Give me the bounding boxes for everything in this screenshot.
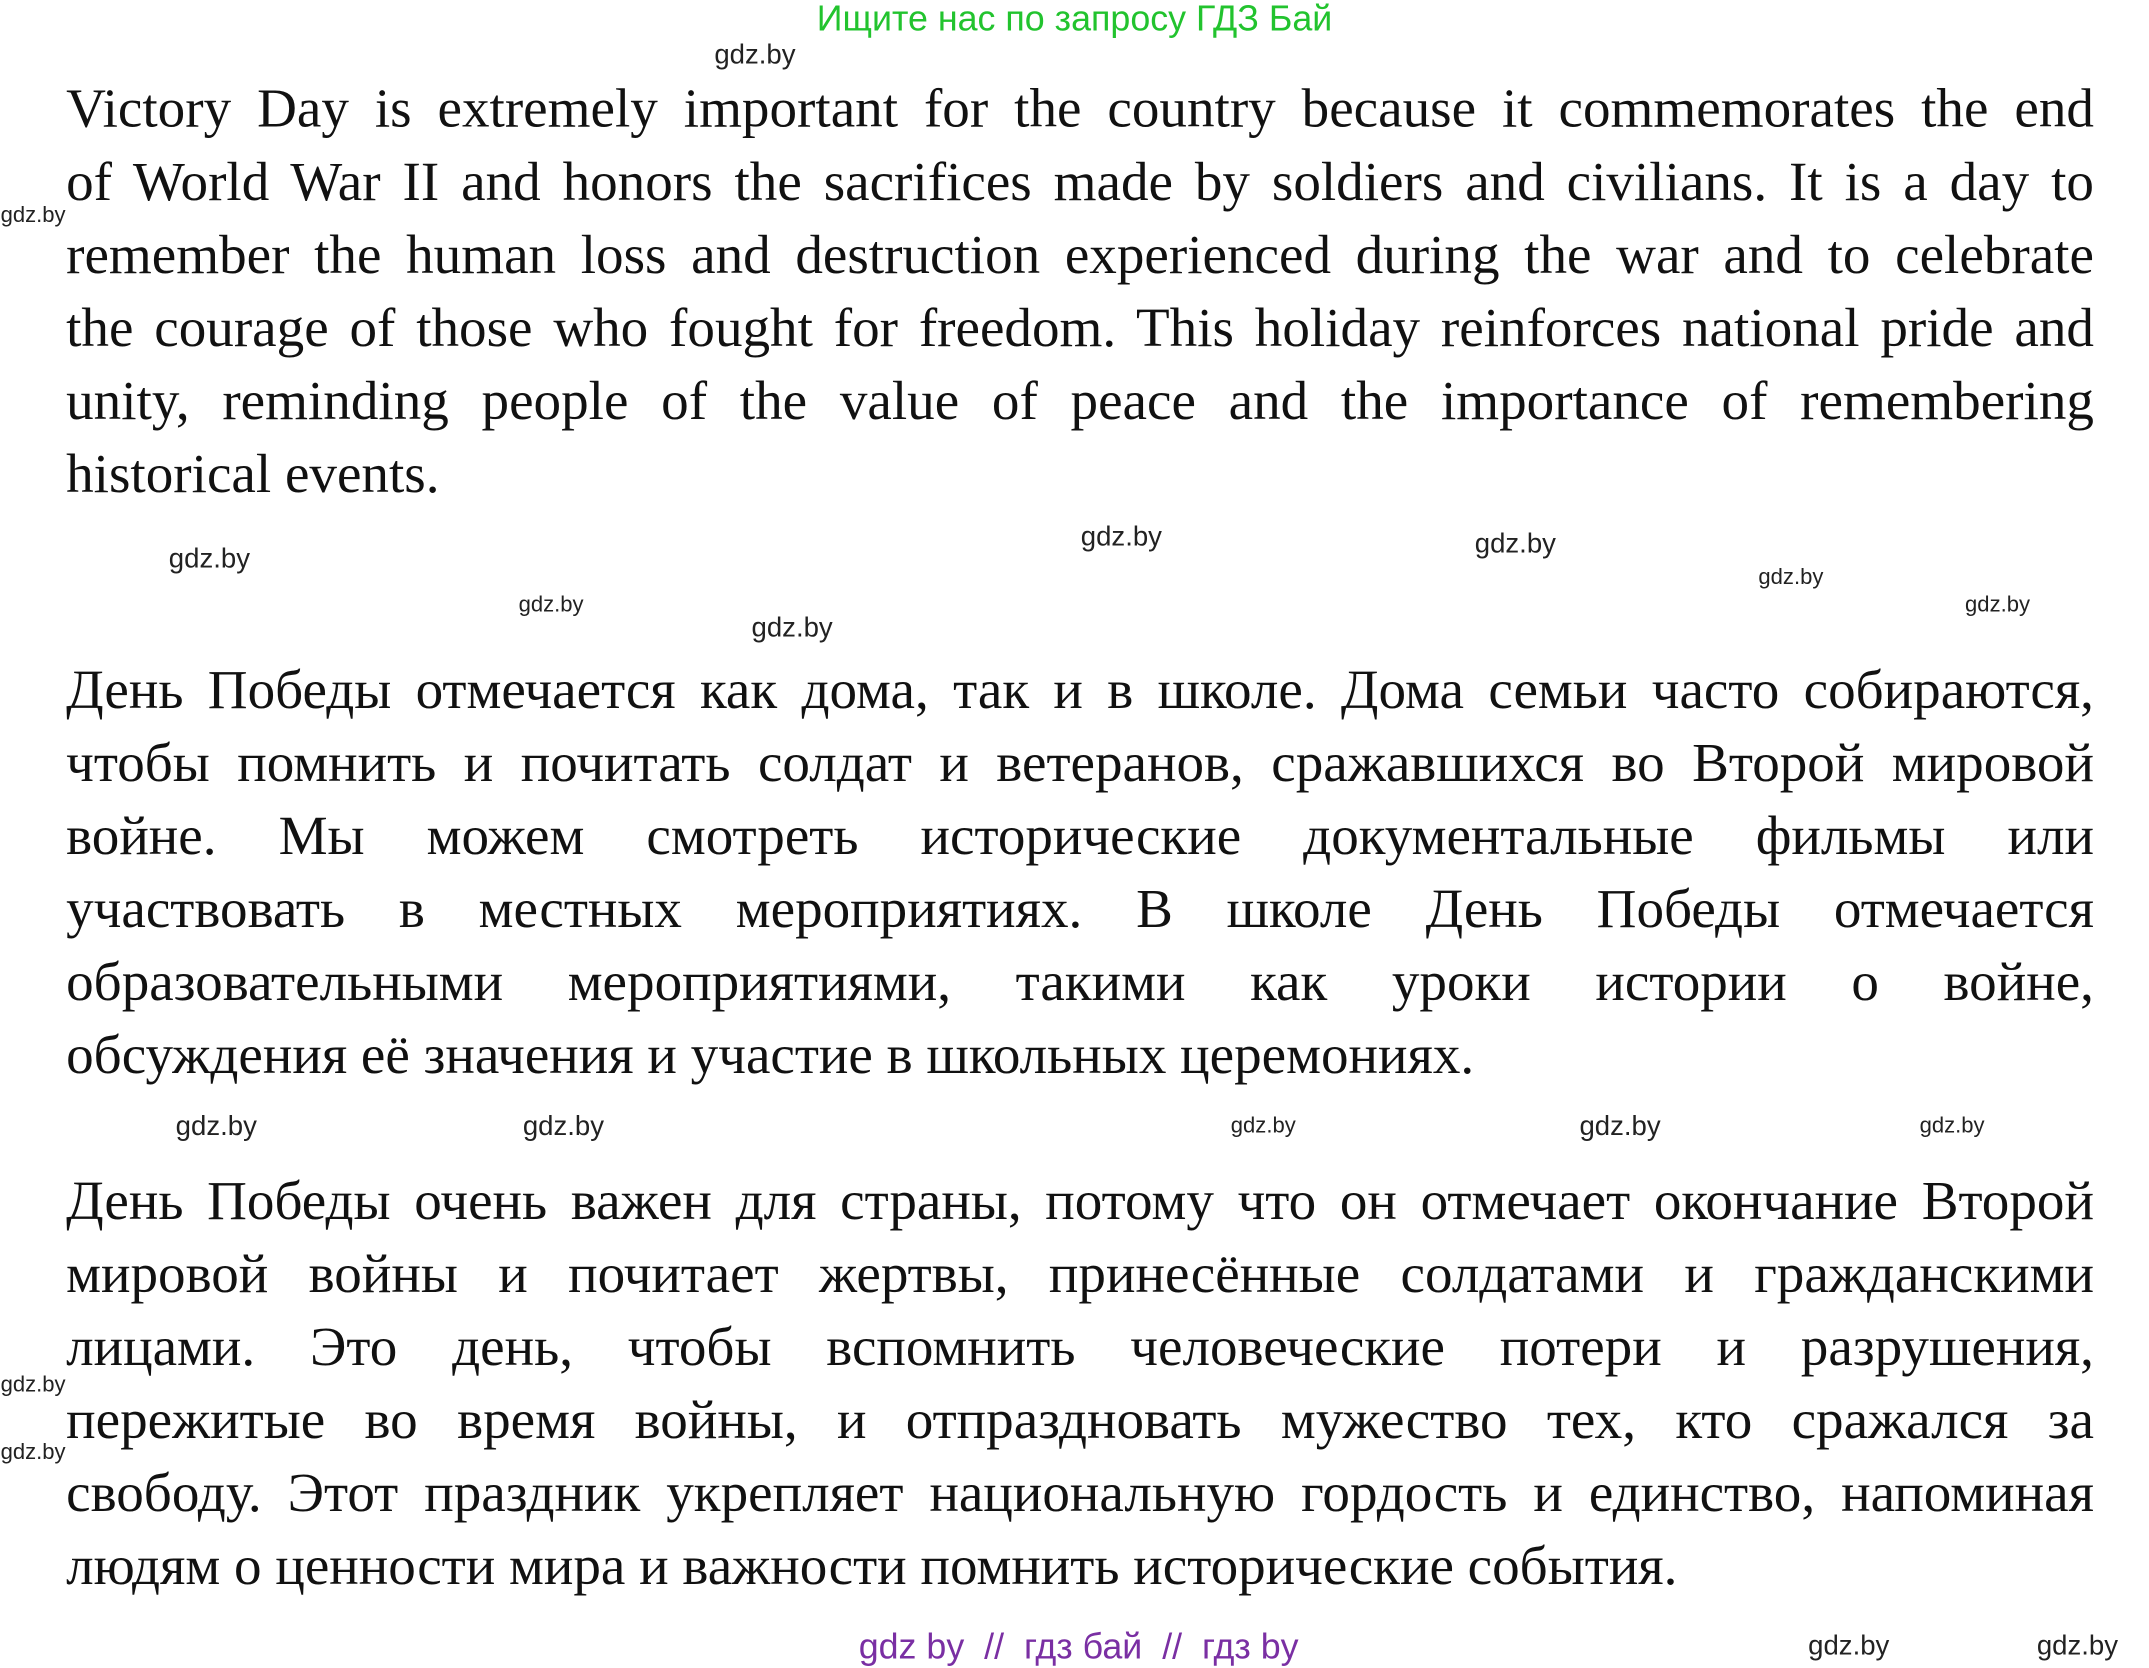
text-line: of World War II and honors the sacrifices made by soldiers and civilians. It is a day to [66, 150, 2094, 213]
watermark: gdz.by [1758, 566, 1824, 590]
watermark: gdz.by [2036, 1631, 2119, 1662]
text-line: remember the human loss and destruction experienced during the war and to celebrate [66, 223, 2094, 286]
watermark: gdz.by [168, 544, 250, 575]
text-line: мировой войны и почитает жертвы, принесённые солдатами и гражданскими [66, 1242, 2094, 1305]
text-line: людям о ценности мира и важности помнить исторические события. [66, 1534, 1678, 1597]
text-line: участвовать в местных мероприятиях. В школе День Победы отмечается [66, 877, 2094, 940]
watermark: gdz.by [1919, 1114, 1985, 1138]
watermark: gdz.by [1080, 522, 1162, 553]
text-line: historical events. [66, 442, 440, 505]
text-line: the courage of those who fought for freedom. This holiday reinforces national pride and [66, 296, 2094, 359]
watermark: gdz.by [714, 39, 796, 71]
paragraph-english [66, 72, 2094, 510]
text-line: свободу. Этот праздник укрепляет национальную гордость и единство, напоминая [66, 1461, 2094, 1524]
text-line: войне. Мы можем смотреть исторические документальные фильмы или [66, 804, 2094, 867]
watermark: gdz.by [0, 1440, 66, 1465]
paragraph-russian-celebration [66, 653, 2094, 1091]
text-line: обсуждения её значения и участие в школьных церемониях. [66, 1023, 1475, 1086]
watermark: gdz.by [1230, 1114, 1296, 1138]
text-line: День Победы отмечается как дома, так и в школе. Дома семьи часто собираются, [66, 658, 2094, 721]
watermark: gdz.by [0, 203, 66, 228]
watermark: gdz.by [1474, 528, 1556, 560]
text-line: День Победы очень важен для страны, потому что он отмечает окончание Второй [66, 1169, 2094, 1232]
watermark: gdz.by [0, 1373, 66, 1397]
text-line: пережитые во время войны, и отпраздновать мужество тех, кто сражался за [66, 1388, 2094, 1451]
watermark: gdz.by [1808, 1631, 1890, 1662]
watermark: gdz.by [522, 1111, 605, 1143]
watermark: gdz.by [751, 613, 833, 644]
watermark: gdz.by [518, 593, 584, 618]
text-line: unity, reminding people of the value of peace and the importance of remembering [66, 369, 2094, 432]
text-line: лицами. Это день, чтобы вспомнить человеческие потери и разрушения, [66, 1315, 2094, 1378]
paragraph-russian-importance [66, 1164, 2094, 1602]
watermark: gdz.by [175, 1111, 257, 1143]
watermark: gdz.by [1579, 1111, 1661, 1143]
header-banner: Ищите нас по запросу ГДЗ Бай [816, 0, 1333, 39]
text-line: Victory Day is extremely important for the country because it commemorates the end [66, 77, 2094, 140]
text-line: чтобы помнить и почитать солдат и ветеранов, сражавшихся во Второй мировой [66, 731, 2094, 794]
footer-links: gdz by // гдз бай // гдз by [858, 1625, 1299, 1667]
watermark: gdz.by [1965, 593, 2030, 618]
text-line: образовательными мероприятиями, такими как уроки истории о войне, [66, 950, 2094, 1013]
